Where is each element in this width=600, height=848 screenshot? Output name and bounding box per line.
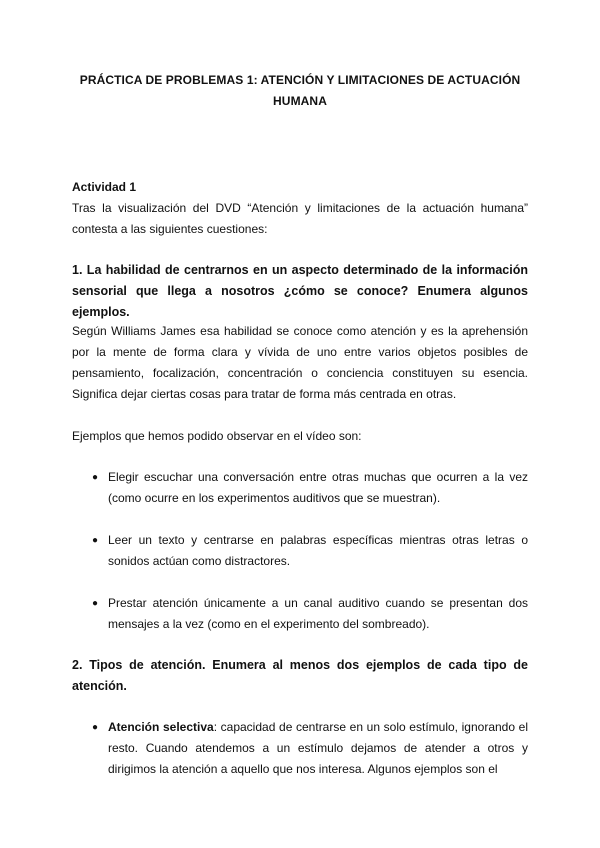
attention-type-text: : capacidad de centrarse en un solo estímulo, ignorando el resto. Cuando atendemos a un estímulo dejamos de atender a otros y dirigimos la atención a aquello que nos interesa. Algunos ejemplos son el	[108, 720, 529, 776]
examples-list	[72, 467, 528, 509]
intro-paragraph: Tras la visualización del DVD “Atención y limitaciones de la actuación humana” contesta a las siguientes cuestiones:	[72, 201, 528, 236]
attention-types-list	[72, 717, 528, 780]
bullet-icon: ●	[92, 598, 99, 609]
examples-intro: Ejemplos que hemos podido observar en el vídeo son:	[72, 429, 362, 443]
activity-heading: Actividad 1	[72, 180, 137, 194]
list-item	[72, 717, 528, 780]
document-title: PRÁCTICA DE PROBLEMAS 1: ATENCIÓN Y LIMITACIONES DE ACTUACIÓN HUMANA	[79, 73, 521, 108]
list-item-text: Elegir escuchar una conversación entre otras muchas que ocurren a la vez (como ocurre en los experimentos auditivos que se muestran).	[108, 470, 528, 505]
attention-type-term: Atención selectiva	[108, 720, 214, 734]
bullet-icon: ●	[92, 472, 99, 483]
examples-list	[72, 593, 528, 635]
list-item	[72, 530, 528, 572]
examples-list	[72, 530, 528, 572]
bullet-icon: ●	[92, 722, 99, 733]
list-item	[72, 467, 528, 509]
bullet-icon: ●	[92, 535, 99, 546]
answer-1-paragraph: Según Williams James esa habilidad se conoce como atención y es la aprehensión por la mente de forma clara y vívida de uno entre varios objetos posibles de pensamiento, focalización, concentración o conciencia constituyen su esencia. Significa dejar ciertas cosas para tratar de forma más centrada en otras.	[72, 324, 528, 401]
list-item-text: Prestar atención únicamente a un canal auditivo cuando se presentan dos mensajes a la vez (como en el experimento del sombreado).	[108, 596, 528, 631]
question-2: 2. Tipos de atención. Enumera al menos dos ejemplos de cada tipo de atención.	[72, 658, 528, 693]
question-1: 1. La habilidad de centrarnos en un aspecto determinado de la información sensorial que llega a nosotros ¿cómo se conoce? Enumera algunos ejemplos.	[72, 263, 528, 319]
list-item-text: Leer un texto y centrarse en palabras específicas mientras otras letras o sonidos actúan como distractores.	[108, 533, 528, 568]
list-item	[72, 593, 528, 635]
